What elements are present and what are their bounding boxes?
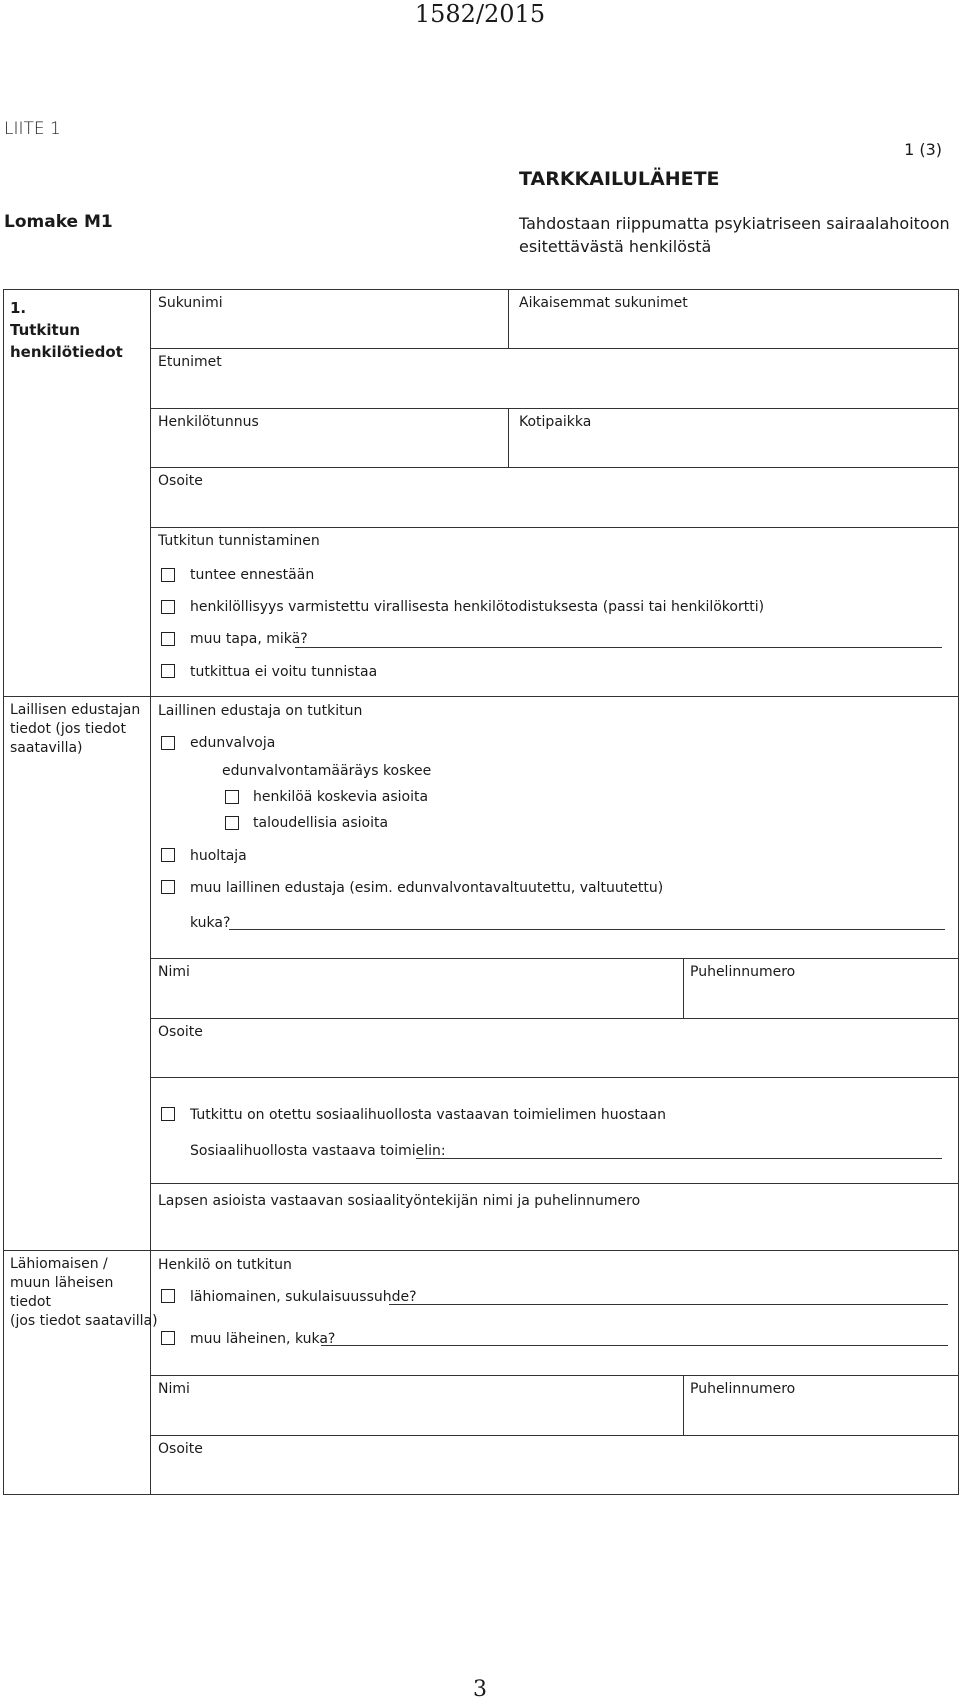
who-line[interactable] <box>229 929 945 930</box>
section1-number: 1. <box>10 299 27 317</box>
identification-heading: Tutkitun tunnistaminen <box>158 533 320 549</box>
legal-rep-side-line3: saatavilla) <box>10 740 83 756</box>
form-subtitle <box>519 212 950 258</box>
other-close-label: muu läheinen, kuka? <box>190 1331 336 1347</box>
legal-rep-phone-field[interactable]: Puhelinnumero <box>690 964 796 980</box>
legal-rep-side-line1: Laillisen edustajan <box>10 702 141 718</box>
order-concerns-label: edunvalvontamääräys koskee <box>222 763 432 779</box>
not-identified-label: tutkittua ei voitu tunnistaa <box>190 664 378 680</box>
row-line <box>150 1435 959 1436</box>
other-close-line[interactable] <box>321 1345 948 1346</box>
relative-name-field[interactable]: Nimi <box>158 1381 190 1397</box>
other-method-line[interactable] <box>295 647 942 648</box>
relative-side-line3: tiedot <box>10 1294 51 1310</box>
row-line <box>150 1077 959 1078</box>
form-title: TARKKAILULÄHETE <box>519 168 720 190</box>
legal-rep-heading: Laillinen edustaja on tutkitun <box>158 703 363 719</box>
legal-rep-side-label <box>10 701 140 758</box>
row-line <box>150 527 959 528</box>
next-of-kin-label: lähiomainen, sukulaisuussuhde? <box>190 1289 417 1305</box>
legal-rep-name-field[interactable]: Nimi <box>158 964 190 980</box>
custodian-label: huoltaja <box>190 848 247 864</box>
relative-side-line4: (jos tiedot saatavilla) <box>10 1313 158 1329</box>
legal-rep-side-line2: tiedot (jos tiedot <box>10 721 126 737</box>
surname-field[interactable]: Sukunimi <box>158 295 223 311</box>
row-line <box>150 408 959 409</box>
cell-divider <box>508 408 509 467</box>
child-worker-field[interactable]: Lapsen asioista vastaavan sosiaalityöntekijän nimi ja puhelinnumero <box>158 1193 641 1209</box>
id-verified-checkbox[interactable] <box>161 600 175 614</box>
other-close-checkbox[interactable] <box>161 1331 175 1345</box>
relative-side-line1: Lähiomaisen / <box>10 1256 108 1272</box>
relative-side-label <box>10 1255 158 1331</box>
known-before-checkbox[interactable] <box>161 568 175 582</box>
appendix-label: LIITE 1 <box>4 119 61 139</box>
personal-matters-checkbox[interactable] <box>225 790 239 804</box>
subtitle-line-2: esitettävästä henkilöstä <box>519 237 712 256</box>
cell-divider <box>508 289 509 348</box>
known-before-label: tuntee ennestään <box>190 567 315 583</box>
form-code: Lomake M1 <box>4 212 113 232</box>
relative-address-field[interactable]: Osoite <box>158 1441 203 1457</box>
other-rep-label: muu laillinen edustaja (esim. edunvalvontavaltuutettu, valtuutettu) <box>190 880 664 896</box>
row-line <box>150 1375 959 1376</box>
guardian-trustee-checkbox[interactable] <box>161 736 175 750</box>
municipality-field[interactable]: Kotipaikka <box>519 414 592 430</box>
section-separator-legal <box>3 696 959 697</box>
next-of-kin-checkbox[interactable] <box>161 1289 175 1303</box>
section1-label <box>10 297 123 363</box>
who-label: kuka? <box>190 915 231 931</box>
cell-divider <box>683 1375 684 1435</box>
other-method-checkbox[interactable] <box>161 632 175 646</box>
legal-rep-address-field[interactable]: Osoite <box>158 1024 203 1040</box>
relative-side-line2: muun läheisen <box>10 1275 114 1291</box>
section1-title-line2: henkilötiedot <box>10 343 123 361</box>
financial-matters-label: taloudellisia asioita <box>253 815 389 831</box>
financial-matters-checkbox[interactable] <box>225 816 239 830</box>
page-indicator: 1 (3) <box>904 140 942 159</box>
first-names-field[interactable]: Etunimet <box>158 354 222 370</box>
next-of-kin-line[interactable] <box>389 1304 948 1305</box>
relative-phone-field[interactable]: Puhelinnumero <box>690 1381 796 1397</box>
row-line <box>150 1183 959 1184</box>
social-body-line[interactable] <box>416 1158 942 1159</box>
not-identified-checkbox[interactable] <box>161 664 175 678</box>
personal-matters-label: henkilöä koskevia asioita <box>253 789 429 805</box>
other-method-label: muu tapa, mikä? <box>190 631 308 647</box>
other-rep-checkbox[interactable] <box>161 880 175 894</box>
cell-divider <box>683 958 684 1018</box>
section1-title-line1: Tutkitun <box>10 321 81 339</box>
custody-checkbox[interactable] <box>161 1107 175 1121</box>
previous-surnames-field[interactable]: Aikaisemmat sukunimet <box>519 295 688 311</box>
row-line <box>150 958 959 959</box>
id-verified-label: henkilöllisyys varmistettu virallisesta henkilötodistuksesta (passi tai henkilökortti) <box>190 599 765 615</box>
relative-heading: Henkilö on tutkitun <box>158 1257 292 1273</box>
custodian-checkbox[interactable] <box>161 848 175 862</box>
row-line <box>150 467 959 468</box>
guardian-trustee-label: edunvalvoja <box>190 735 276 751</box>
row-line <box>150 348 959 349</box>
subtitle-line-1: Tahdostaan riippumatta psykiatriseen sairaalahoitoon <box>519 214 950 233</box>
section-separator-relative <box>3 1250 959 1251</box>
social-body-label: Sosiaalihuollosta vastaava toimielin: <box>190 1143 446 1159</box>
address-field[interactable]: Osoite <box>158 473 203 489</box>
personal-id-field[interactable]: Henkilötunnus <box>158 414 259 430</box>
row-line <box>150 1018 959 1019</box>
page-number: 3 <box>473 1677 487 1702</box>
document-number: 1582/2015 <box>414 0 546 28</box>
custody-label: Tutkittu on otettu sosiaalihuollosta vastaavan toimielimen huostaan <box>190 1107 666 1123</box>
